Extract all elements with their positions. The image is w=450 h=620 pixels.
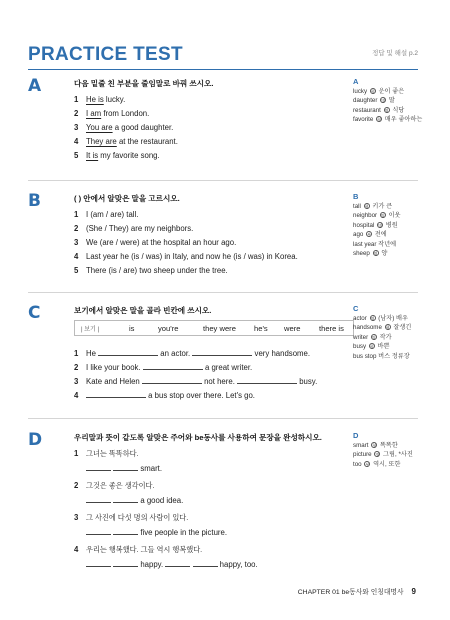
answer-blank[interactable] [237,376,297,384]
underlined-phrase: I am [86,109,102,118]
page-title: PRACTICE TEST [28,44,183,65]
section-letter: C [28,303,41,323]
section-divider [28,418,418,419]
title-rule [28,69,418,70]
vocab-item: handsome 형 잘생긴 [353,324,412,332]
vocab-item: picture 명 그림, *사진 [353,451,413,459]
question-item: 2 I am from London. [74,109,150,118]
answer-reference: 정답 및 해설 p.2 [372,50,418,57]
answer-line: a good idea. [86,495,183,505]
question-item: 4 Last year he (is / was) in Italy, and now he (is / was) in Korea. [74,252,298,261]
vocab-item: actor 명 (남자) 배우 [353,315,408,322]
section-letter: A [28,76,42,96]
question-item: 4 a bus stop over there. Let's go. [74,391,255,400]
underlined-phrase: He is [86,95,104,104]
underlined-phrase: They are [86,137,117,146]
section-instruction: 보기에서 알맞은 말을 골라 빈칸에 쓰시오. [74,306,212,315]
answer-blank[interactable] [113,495,138,503]
vocab-item: last year 작년에 [353,240,397,248]
vocab-item: smart 형 똑똑한 [353,442,398,449]
question-item: 2 I like your book. a great writer. [74,363,253,372]
word-bank-word: they were [203,324,236,333]
answer-line: five people in the picture. [86,527,227,537]
vocab-box-a: A lucky 형 운이 좋은 daughter 명 딸 restaurant 명 식당 favorite 형 매우 좋아하는 [353,77,423,124]
word-bank-word: were [284,324,301,333]
answer-blank[interactable] [193,559,218,567]
section-letter: B [28,191,41,211]
section-instruction: ( ) 안에서 알맞은 말을 고르시오. [74,194,180,203]
answer-blank[interactable] [86,495,111,503]
vocab-item: hospital 명 병원 [353,221,398,229]
answer-blank[interactable] [113,527,138,535]
word-bank-word: is [129,324,135,333]
question-item: 4 우리는 행복했다. 그들 역시 행복했다. [74,545,203,554]
chapter-label: CHAPTER 01 be동사와 인칭대명사 [297,589,404,596]
underlined-phrase: It is [86,151,99,160]
section-divider [28,292,418,293]
word-bank-box [74,320,354,336]
vocab-item: ago 부 전에 [353,231,387,239]
question-item: 2 그것은 좋은 생각이다. [74,481,155,490]
answer-blank[interactable] [86,463,111,471]
page-number: 9 [411,587,416,596]
answer-blank[interactable] [165,559,190,567]
section-letter: D [28,430,43,450]
vocab-item: lucky 형 운이 좋은 [353,88,405,95]
vocab-item: busy 형 바쁜 [353,343,390,351]
question-item: 3 그 사진에 다섯 명의 사람이 있다. [74,513,189,522]
question-item: 3 Kate and Helen not here. busy. [74,377,318,386]
vocab-box-d: D smart 형 똑똑한 picture 명 그림, *사진 too 부 역시, 또한 [353,431,413,468]
vocab-item: neighbor 명 이웃 [353,212,401,220]
question-item: 2 (She / They) are my neighbors. [74,224,194,233]
answer-blank[interactable] [192,348,252,356]
answer-blank[interactable] [113,559,138,567]
answer-blank[interactable] [86,527,111,535]
question-item: 3 You are a good daughter. [74,123,174,132]
vocab-box-b: B tall 형 키가 큰 neighbor 명 이웃 hospital 명 병원 ago 부 전에 last year 작년에 sheep 명 양 [353,192,401,258]
question-item: 1 I (am / are) tall. [74,210,139,219]
word-bank-word: you're [158,324,179,333]
question-item: 1 He is lucky. [74,95,126,104]
answer-blank[interactable] [98,348,158,356]
vocab-item: bus stop 버스 정류장 [353,352,410,360]
question-item: 1 그녀는 똑똑하다. [74,449,139,458]
answer-blank[interactable] [142,376,202,384]
vocab-item: favorite 형 매우 좋아하는 [353,116,423,124]
word-bank-tag: | 보기 | [81,327,100,333]
vocab-item: restaurant 명 식당 [353,106,405,114]
vocab-item: daughter 명 딸 [353,97,395,105]
section-instruction: 다음 밑줄 친 부분을 줄임말로 바꿔 쓰시오. [74,79,214,88]
page-footer [298,586,416,596]
question-item: 4 They are at the restaurant. [74,137,178,146]
section-divider [28,180,418,181]
vocab-item: sheep 명 양 [353,250,388,258]
answer-line: smart. [86,463,162,473]
answer-line: happy. happy, too. [86,559,258,569]
vocab-item: writer 명 작가 [353,333,392,341]
answer-blank[interactable] [86,559,111,567]
question-item: 3 We (are / were) at the hospital an hour ago. [74,238,237,247]
question-item: 5 There (is / are) two sheep under the tree. [74,266,228,275]
question-item: 5 It is my favorite song. [74,151,160,160]
vocab-item: too 부 역시, 또한 [353,460,401,468]
word-bank-word: there is [319,324,344,333]
vocab-item: tall 형 키가 큰 [353,203,393,210]
vocab-box-c: C actor 명 (남자) 배우 handsome 형 잘생긴 writer 명 작가 busy 형 바쁜 bus stop 버스 정류장 [353,304,412,360]
answer-blank[interactable] [143,362,203,370]
answer-blank[interactable] [86,390,146,398]
section-instruction: 우리말과 뜻이 같도록 알맞은 주어와 be동사를 사용하여 문장을 완성하시오. [74,433,322,442]
question-item: 1 He an actor. very handsome. [74,349,311,358]
answer-blank[interactable] [113,463,138,471]
word-bank-word: he's [254,324,268,333]
underlined-phrase: You are [86,123,113,132]
